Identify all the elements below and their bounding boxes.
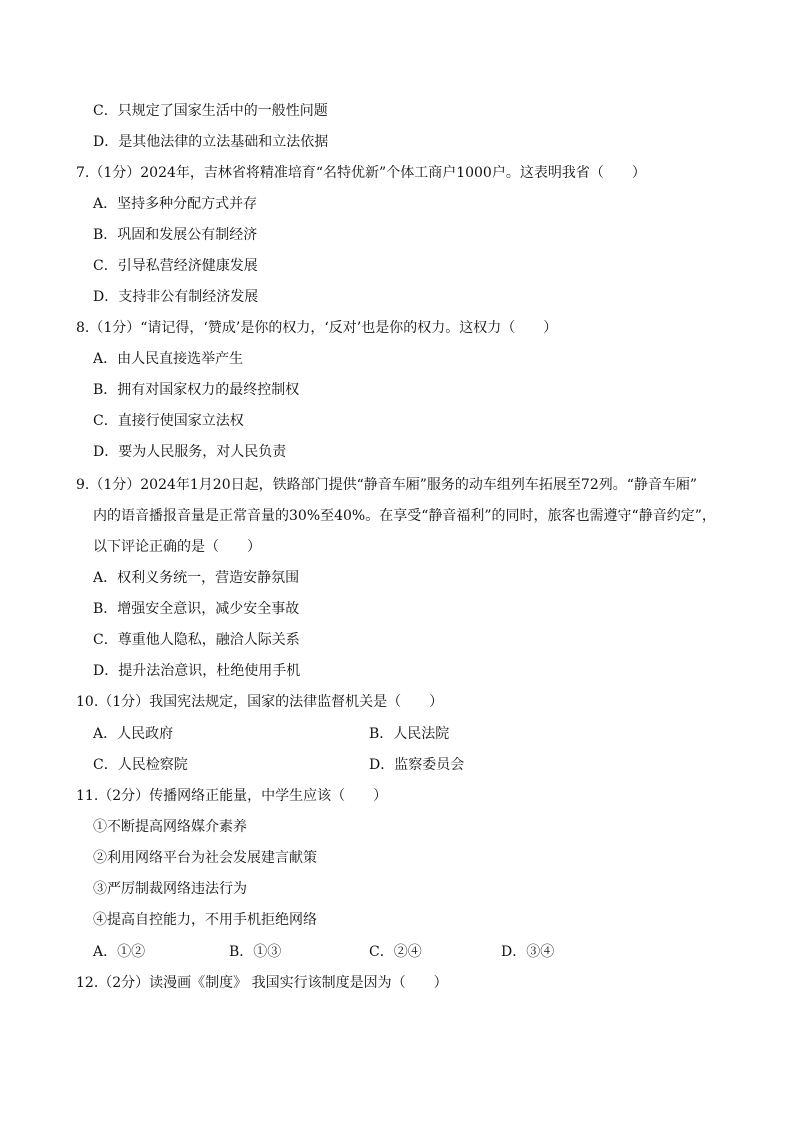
q12-stem: 12.（2分）读漫画《制度》 我国实行该制度是因为（ ）	[76, 975, 448, 991]
q8-option-d: D．要为人民服务，对人民负责	[93, 444, 287, 460]
q8-option-c: C．直接行使国家立法权	[93, 413, 244, 429]
q7-stem: 7.（1分）2024年，吉林省将精准培育“名特优新”个体工商户1000户。这表明我省（ ）	[76, 165, 646, 181]
q10-option-a: A．人民政府	[93, 726, 174, 742]
q11-option-d: D．③④	[501, 944, 555, 960]
q11-option-a: A．①②	[93, 944, 146, 960]
q8-stem: 8.（1分）“请记得，‘赞成’是你的权力，‘反对’也是你的权力。这权力（ ）	[76, 320, 558, 336]
q7-option-b: B．巩固和发展公有制经济	[93, 227, 258, 243]
q7-option-a: A．坚持多种分配方式并存	[93, 196, 258, 212]
q9-option-a: A．权利义务统一，营造安静氛围	[93, 570, 300, 586]
q6-option-d: D．是其他法律的立法基础和立法依据	[93, 134, 329, 150]
q7-option-d: D．支持非公有制经济发展	[93, 289, 259, 305]
q10-option-b: B．人民法院	[369, 726, 450, 742]
q11-item-4: ④提高自控能力，不用手机拒绝网络	[93, 912, 317, 928]
q9-stem-line-1: 9.（1分）2024年1月20日起，铁路部门提供“静音车厢”服务的动车组列车拓展至72列。“静音车厢”	[76, 477, 698, 493]
q11-item-1: ①不断提高网络媒介素养	[93, 819, 247, 835]
q11-option-c: C．②④	[369, 944, 422, 960]
q9-option-c: C．尊重他人隐私，融洽人际关系	[93, 632, 300, 648]
q9-stem-line-3: 以下评论正确的是（ ）	[93, 539, 261, 555]
q11-option-b: B．①③	[229, 944, 282, 960]
q11-item-2: ②利用网络平台为社会发展建言献策	[93, 850, 317, 866]
q11-stem: 11.（2分）传播网络正能量，中学生应该（ ）	[76, 788, 388, 804]
q9-stem-line-2: 内的语音播报音量是正常音量的30%至40%。在享受“静音福利”的同时，旅客也需遵守“静音约定”，	[93, 508, 716, 524]
q6-option-c: C．只规定了国家生活中的一般性问题	[93, 103, 328, 119]
q10-option-c: C．人民检察院	[93, 757, 188, 773]
q8-option-a: A．由人民直接选举产生	[93, 351, 244, 367]
q8-option-b: B．拥有对国家权力的最终控制权	[93, 382, 300, 398]
q10-option-d: D．监察委员会	[369, 757, 465, 773]
q7-option-c: C．引导私营经济健康发展	[93, 258, 258, 274]
q10-stem: 10.（1分）我国宪法规定，国家的法律监督机关是（ ）	[76, 694, 444, 710]
q9-option-b: B．增强安全意识，减少安全事故	[93, 601, 300, 617]
q9-option-d: D．提升法治意识，杜绝使用手机	[93, 663, 301, 679]
q11-item-3: ③严厉制裁网络违法行为	[93, 881, 247, 897]
